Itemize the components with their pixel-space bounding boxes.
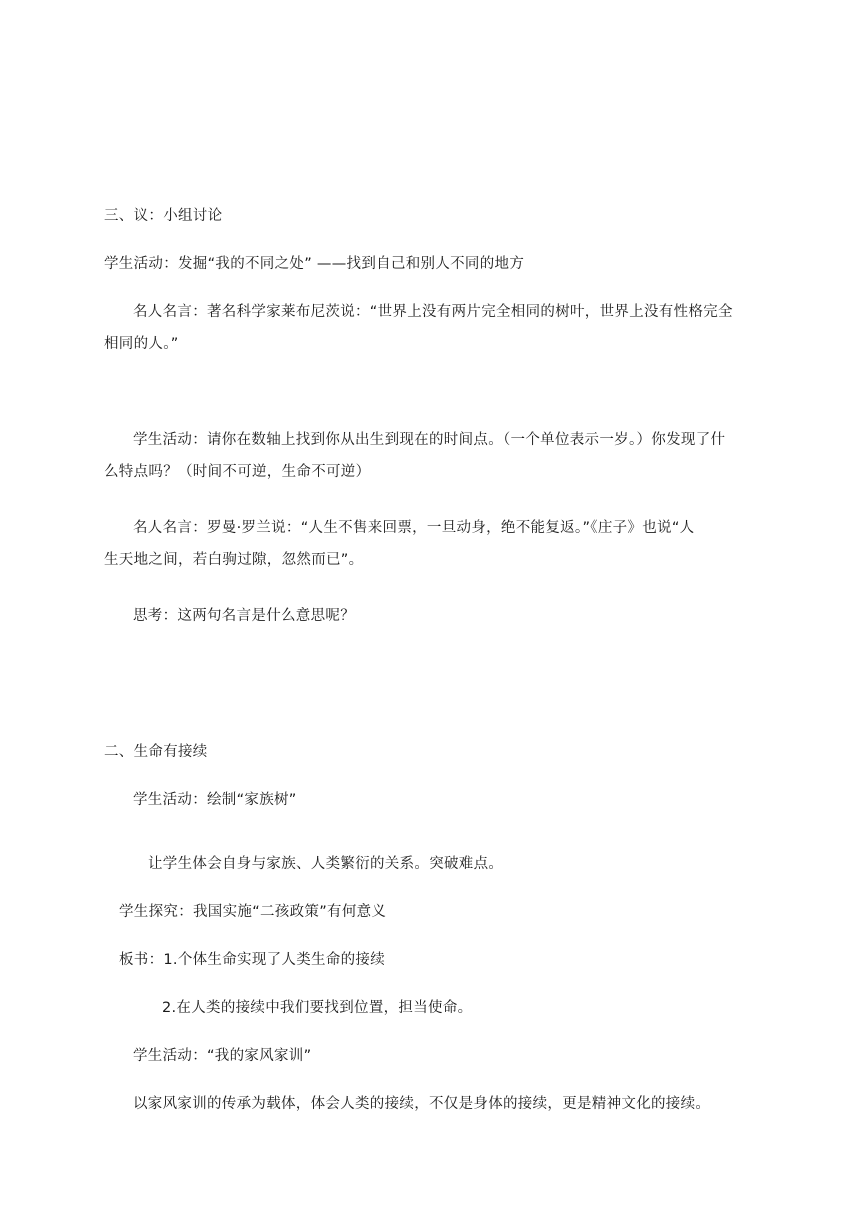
student-activity-differences: 学生活动：发掘“我的不同之处” ——找到自己和别人不同的地方 — [104, 256, 525, 272]
think-question: 思考：这两句名言是什么意思呢？ — [133, 608, 355, 624]
quote-leibniz-line1: 名人名言：著名科学家莱布尼茨说：“世界上没有两片完全相同的树叶，世界上没有性格完全 — [133, 304, 733, 320]
student-activity-family-tree: 学生活动：绘制“家族树” — [133, 792, 297, 808]
conclusion-statement: 以家风家训的传承为载体，体会人类的接续，不仅是身体的接续，更是精神文化的接续。 — [133, 1096, 711, 1112]
student-activity-timeline-line1: 学生活动：请你在数轴上找到你从出生到现在的时间点。（一个单位表示一岁。）你发现了什 — [133, 432, 726, 448]
student-activity-timeline-line2: 么特点吗？（时间不可逆，生命不可逆） — [104, 464, 371, 480]
board-note-2: 2.在人类的接续中我们要找到位置，担当使命。 — [162, 1000, 473, 1016]
quote-rolland-line1: 名人名言：罗曼·罗兰说：“人生不售来回票，一旦动身，绝不能复返。”《庄子》也说“人 — [133, 520, 695, 536]
board-note-1: 板书：1.个体生命实现了人类生命的接续 — [119, 952, 386, 968]
student-explore-policy: 学生探究：我国实施“二孩政策”有何意义 — [119, 904, 387, 920]
purpose-statement: 让学生体会自身与家族、人类繁衍的关系。突破难点。 — [148, 856, 504, 872]
quote-leibniz-line2: 相同的人。” — [104, 336, 179, 352]
student-activity-family-motto: 学生活动：“我的家风家训” — [133, 1048, 312, 1064]
section-heading-discussion: 三、议：小组讨论 — [104, 208, 223, 224]
section-heading-continuity: 二、生命有接续 — [104, 744, 208, 760]
quote-rolland-line2: 生天地之间，若白驹过隙，忽然而已”。 — [104, 552, 364, 568]
